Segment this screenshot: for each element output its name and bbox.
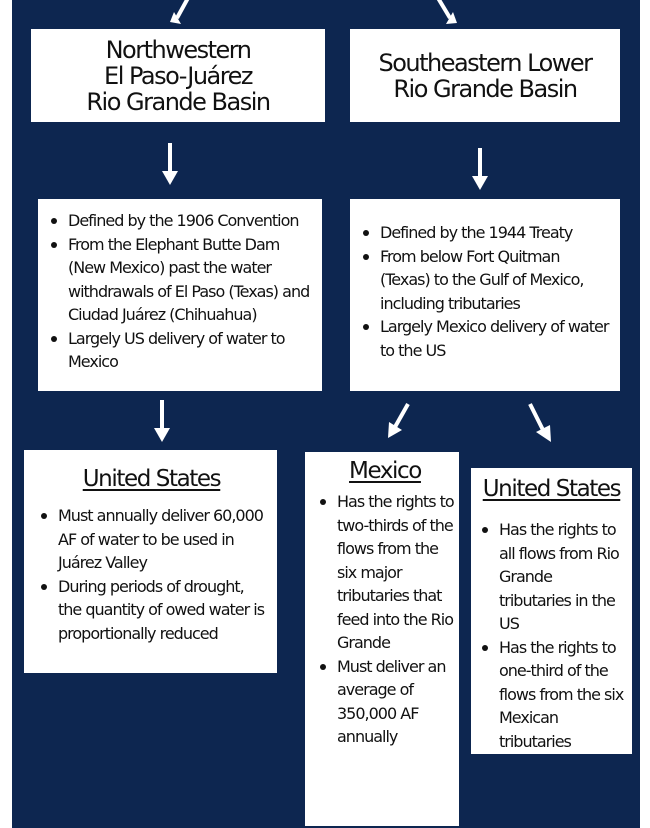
bullet-list bbox=[315, 490, 455, 749]
arrow-top-left bbox=[168, 0, 198, 26]
arrow-down-right bbox=[470, 148, 490, 192]
bullet-item: Largely US delivery of water to Mexico bbox=[46, 327, 310, 374]
arrow-top-right bbox=[430, 0, 460, 26]
arrow-diagonal-mexico bbox=[384, 402, 414, 440]
country-box-us-right bbox=[471, 468, 632, 754]
basin-title-line: El Paso-Juárez bbox=[104, 61, 252, 90]
bullet-item: Must annually deliver 60,000 AF of water to be used in Juárez Valley bbox=[36, 504, 267, 575]
country-title: United States bbox=[482, 476, 621, 502]
bullet-item: Must deliver an average of 350,000 AF annually bbox=[315, 655, 455, 749]
bullet-item: Largely Mexico delivery of water to the US bbox=[358, 315, 610, 362]
basin-title-northwestern bbox=[31, 29, 325, 122]
bullet-list bbox=[36, 504, 267, 645]
bullet-item: From below Fort Quitman (Texas) to the Gulf of Mexico, including tributaries bbox=[358, 245, 610, 316]
bullet-item: Defined by the 1944 Treaty bbox=[358, 221, 610, 245]
bullet-item: Has the rights to two-thirds of the flows from the six major tributaries that feed into the Rio Grande bbox=[315, 490, 455, 655]
bullet-item: From the Elephant Butte Dam (New Mexico) past the water withdrawals of El Paso (Texas) and Ciudad Juárez (Chihuahua) bbox=[46, 233, 310, 327]
bullet-list bbox=[46, 209, 310, 374]
country-box-mexico bbox=[305, 452, 459, 826]
basin-title-line: Northwestern bbox=[105, 35, 251, 64]
bullet-item: During periods of drought, the quantity of owed water is proportionally reduced bbox=[36, 575, 267, 646]
basin-description-southeastern bbox=[350, 199, 620, 391]
country-title: Mexico bbox=[349, 458, 421, 484]
bullet-item: Has the rights to one-third of the flows from the six Mexican tributaries bbox=[477, 636, 626, 754]
basin-description-northwestern bbox=[38, 199, 322, 391]
bullet-list bbox=[477, 518, 626, 753]
basin-title-line: Rio Grande Basin bbox=[86, 87, 270, 116]
arrow-diagonal-us-right bbox=[524, 402, 556, 444]
basin-title-line: Rio Grande Basin bbox=[393, 74, 577, 103]
basin-title-line: Southeastern Lower bbox=[378, 48, 592, 77]
basin-title-southeastern bbox=[350, 29, 620, 122]
arrow-down-left bbox=[160, 143, 180, 187]
bullet-item: Defined by the 1906 Convention bbox=[46, 209, 310, 233]
country-title: United States bbox=[82, 466, 221, 492]
bullet-list bbox=[358, 221, 610, 362]
bullet-item: Has the rights to all flows from Rio Grande tributaries in the US bbox=[477, 518, 626, 636]
country-box-us-left bbox=[24, 450, 277, 673]
arrow-down-us-left bbox=[152, 400, 172, 444]
